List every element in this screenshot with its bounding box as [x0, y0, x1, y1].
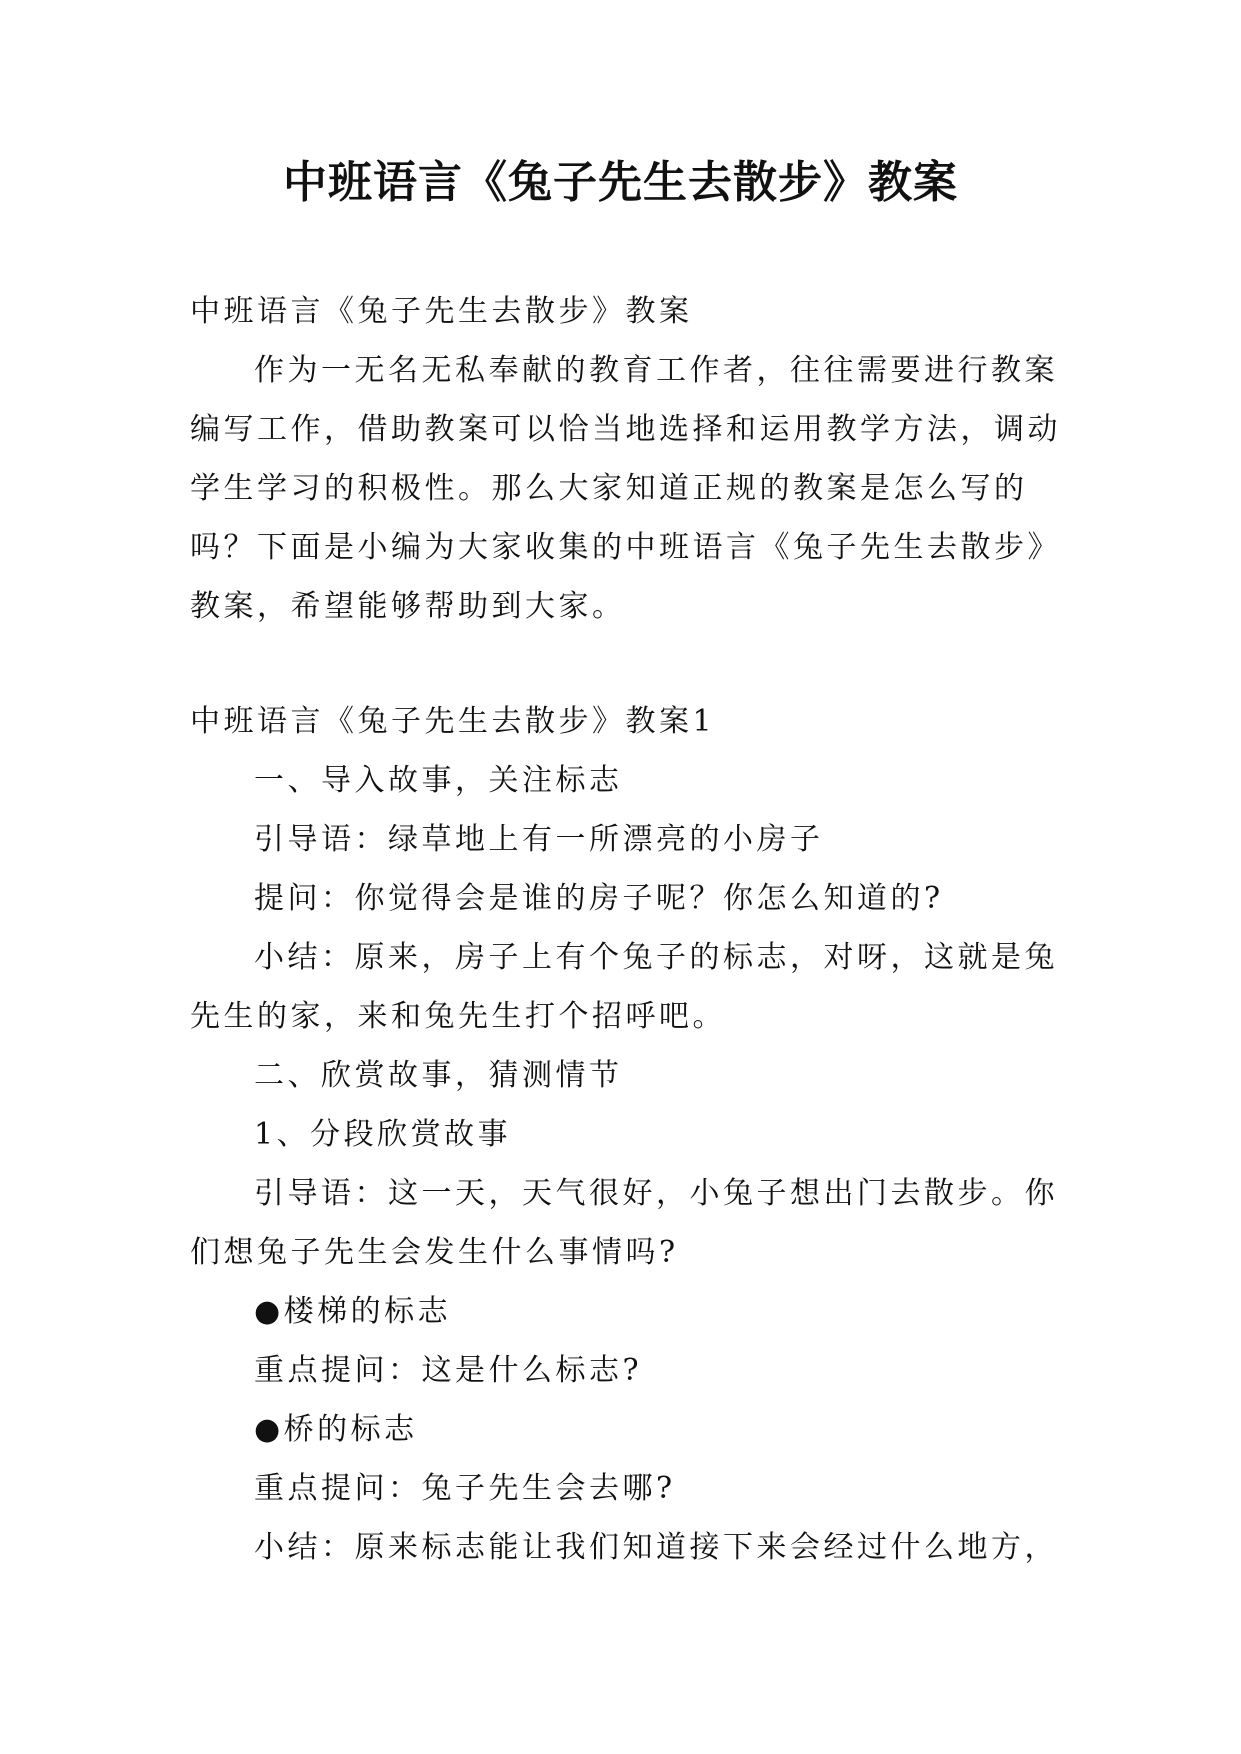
- part-heading: 一、导入故事，关注标志: [254, 763, 623, 798]
- paragraph: 小结：原来，房子上有个兔子的标志，对呀，这就是兔先生的家，来和兔先生打个招呼吧。: [190, 940, 1058, 1034]
- paragraph-gap: [190, 636, 1070, 692]
- paragraph: 重点提问：这是什么标志?: [254, 1353, 643, 1388]
- bullet-item: ●桥的标志: [254, 1412, 418, 1447]
- part-heading: 二、欣赏故事，猜测情节: [254, 1058, 623, 1093]
- paragraph: 重点提问：兔子先生会去哪?: [254, 1471, 676, 1506]
- document-title: 中班语言《兔子先生去散步》教案: [283, 157, 958, 208]
- paragraph: 提问：你觉得会是谁的房子呢？你怎么知道的?: [254, 881, 944, 916]
- sub-heading: 1、分段欣赏故事: [254, 1117, 512, 1152]
- intro-paragraph: 作为一无名无私奉献的教育工作者，往往需要进行教案编写工作，借助教案可以恰当地选择和运用教学方法，调动学生学习的积极性。那么大家知道正规的教案是怎么写的吗？下面是小编为大家收集的中班语言《兔子先生去散步》教案，希望能够帮助到大家。: [190, 353, 1061, 624]
- paragraph: 引导语：绿草地上有一所漂亮的小房子: [254, 822, 824, 857]
- section-heading: 中班语言《兔子先生去散步》教案: [190, 294, 693, 329]
- lesson-heading: 中班语言《兔子先生去散步》教案1: [190, 704, 716, 739]
- bullet-item: ●楼梯的标志: [254, 1294, 452, 1329]
- paragraph: 引导语：这一天，天气很好，小兔子想出门去散步。你们想兔子先生会发生什么事情吗?: [190, 1176, 1058, 1270]
- document-body: [190, 282, 1070, 1577]
- paragraph: 小结：原来标志能让我们知道接下来会经过什么地方，: [254, 1530, 1058, 1565]
